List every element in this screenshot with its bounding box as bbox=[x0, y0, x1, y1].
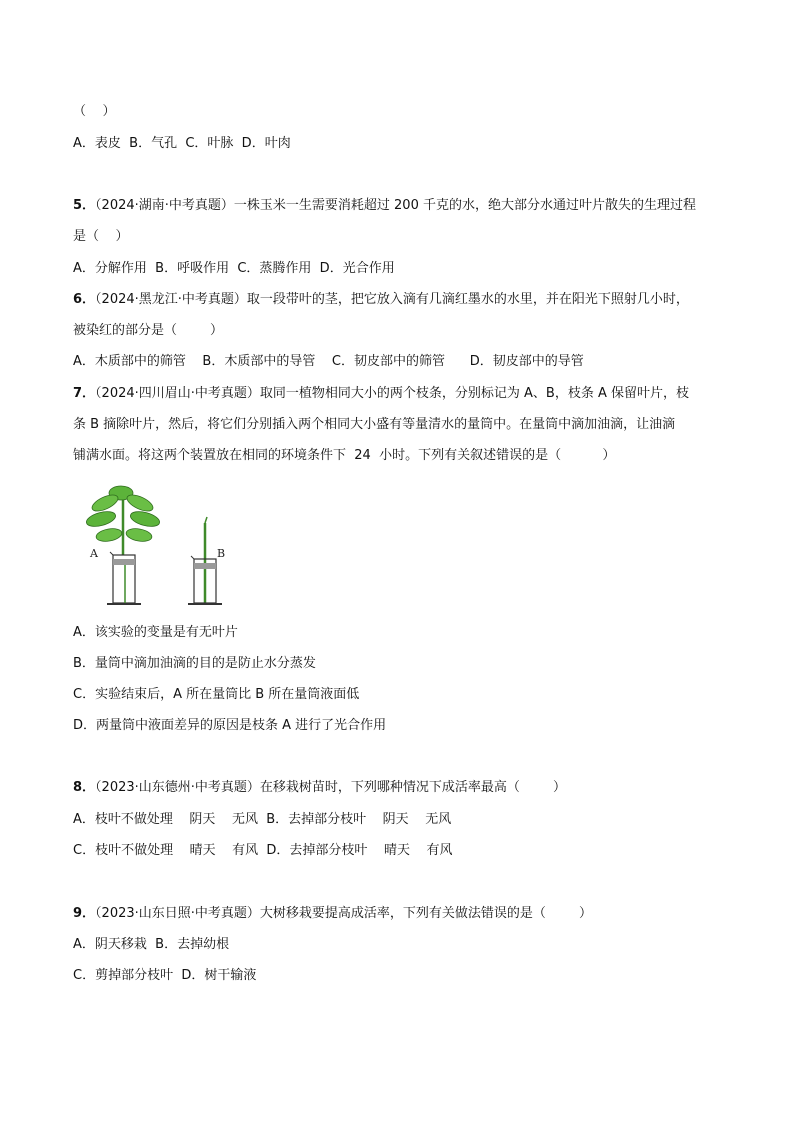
q6-line2: 被染红的部分是（ ） bbox=[73, 323, 224, 338]
q7-number: 7． bbox=[73, 386, 96, 401]
q7-line1 bbox=[73, 385, 689, 403]
q5-number: 5． bbox=[73, 198, 96, 213]
q5-line1 bbox=[73, 197, 696, 215]
plant-a-icon bbox=[85, 486, 161, 555]
q9-number: 9． bbox=[73, 906, 96, 921]
q8-number: 8． bbox=[73, 780, 96, 795]
experiment-figure bbox=[85, 485, 265, 610]
q6-number: 6． bbox=[73, 292, 96, 307]
q8-line1 bbox=[73, 779, 566, 797]
q4-blank: （ ） bbox=[73, 104, 116, 119]
plant-b-icon bbox=[205, 517, 207, 605]
q5-text: （2024·湖南·中考真题）一株玉米一生需要消耗超过 200 千克的水，绝大部分水通过叶片散失的生理过程 bbox=[95, 198, 696, 213]
q9-options-1: A．阴天移栽 B．去掉幼根 bbox=[73, 937, 230, 952]
q6-line1 bbox=[73, 291, 689, 309]
q7-line3: 铺满水面。将这两个装置放在相同的环境条件下 24 小时。下列有关叙述错误的是（ ） bbox=[73, 448, 616, 463]
q9-options-2: C．剪掉部分枝叶 D．树干输液 bbox=[73, 968, 257, 983]
q7-option-b: B．量筒中滴加油滴的目的是防止水分蒸发 bbox=[73, 656, 316, 671]
q4-options: A．表皮 B．气孔 C．叶脉 D．叶肉 bbox=[73, 136, 291, 151]
q7-option-d: D．两量筒中液面差异的原因是枝条 A 进行了光合作用 bbox=[73, 718, 387, 733]
q8-text: （2023·山东德州·中考真题）在移栽树苗时，下列哪种情况下成活率最高（ ） bbox=[95, 780, 566, 795]
cylinder-a-icon bbox=[107, 552, 141, 604]
q6-options: A．木质部中的筛管 B．木质部中的导管 C．韧皮部中的筛管 D．韧皮部中的导管 bbox=[73, 354, 584, 369]
figure-label-b: B bbox=[217, 547, 226, 560]
q7-text: （2024·四川眉山·中考真题）取同一植物相同大小的两个枝条，分别标记为 A、B，枝条 A 保留叶片，枝 bbox=[95, 386, 689, 401]
figure-label-a: A bbox=[90, 547, 98, 560]
q5-line2: 是（ ） bbox=[73, 229, 129, 244]
q7-option-a: A．该实验的变量是有无叶片 bbox=[73, 625, 238, 640]
q9-line1 bbox=[73, 905, 592, 923]
q9-text: （2023·山东日照·中考真题）大树移栽要提高成活率，下列有关做法错误的是（ ） bbox=[95, 906, 592, 921]
q6-text: （2024·黑龙江·中考真题）取一段带叶的茎，把它放入滴有几滴红墨水的水里，并在阳光下照射几小时， bbox=[95, 292, 689, 307]
q7-option-c: C．实验结束后，A 所在量筒比 B 所在量筒液面低 bbox=[73, 687, 360, 702]
q8-options-1: A．枝叶不做处理 阴天 无风 B．去掉部分枝叶 阴天 无风 bbox=[73, 812, 452, 827]
q7-line2: 条 B 摘除叶片，然后，将它们分别插入两个相同大小盛有等量清水的量筒中。在量筒中滴加油滴，让油滴 bbox=[73, 417, 676, 432]
q5-options: A．分解作用 B．呼吸作用 C．蒸腾作用 D．光合作用 bbox=[73, 261, 395, 276]
q8-options-2: C．枝叶不做处理 晴天 有风 D．去掉部分枝叶 晴天 有风 bbox=[73, 843, 453, 858]
